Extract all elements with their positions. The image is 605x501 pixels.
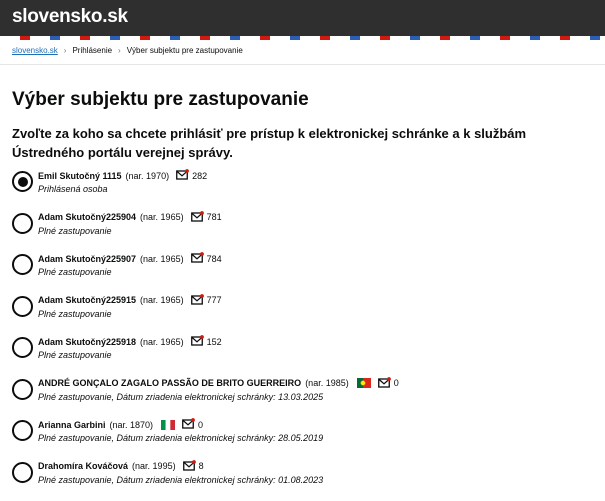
subject-detail: Prihlásená osoba bbox=[38, 184, 108, 194]
subject-detail: Plné zastupovanie, Dátum zriadenia elektronickej schránky: 01.08.2023 bbox=[38, 475, 323, 485]
subject-option[interactable] bbox=[12, 252, 602, 294]
subject-option[interactable] bbox=[12, 335, 602, 377]
subject-radio[interactable] bbox=[12, 171, 33, 192]
subject-detail: Plné zastupovanie bbox=[38, 350, 112, 360]
subject-name: Adam Skutočný225904 bbox=[38, 212, 136, 222]
breadcrumb-login: Prihlásenie bbox=[72, 46, 112, 55]
subject-name: Arianna Garbini bbox=[38, 420, 106, 430]
subject-detail: Plné zastupovanie bbox=[38, 267, 112, 277]
mailbox-count: 0 bbox=[394, 378, 399, 388]
subject-birth-year: (nar. 1985) bbox=[305, 378, 349, 388]
subject-heading bbox=[38, 460, 204, 473]
subject-heading bbox=[38, 294, 222, 307]
breadcrumb-home-link[interactable]: slovensko.sk bbox=[12, 46, 58, 55]
breadcrumb-divider bbox=[0, 64, 605, 65]
subject-name: Drahomíra Kováčová bbox=[38, 461, 128, 471]
breadcrumb-chevron-icon: › bbox=[118, 46, 121, 55]
subject-heading bbox=[38, 335, 222, 348]
breadcrumb-current: Výber subjektu pre zastupovanie bbox=[127, 46, 243, 55]
subject-radio[interactable] bbox=[12, 379, 33, 400]
subject-option[interactable] bbox=[12, 460, 602, 501]
breadcrumb bbox=[12, 46, 243, 55]
mailbox-indicator bbox=[191, 294, 222, 307]
subject-option[interactable] bbox=[12, 169, 602, 211]
page-lead: Zvoľte za koho sa chcete prihlásiť pre prístup k elektronickej schránke a k službám Ústredného portálu verejnej správy. bbox=[12, 124, 592, 162]
envelope-icon bbox=[191, 211, 204, 224]
subject-option[interactable] bbox=[12, 377, 602, 419]
subject-heading bbox=[38, 377, 399, 390]
envelope-icon bbox=[191, 335, 204, 348]
subject-radio[interactable] bbox=[12, 337, 33, 358]
mailbox-indicator bbox=[176, 169, 207, 182]
subject-detail: Plné zastupovanie, Dátum zriadenia elektronickej schránky: 28.05.2019 bbox=[38, 433, 323, 443]
subject-birth-year: (nar. 1965) bbox=[140, 295, 184, 305]
mailbox-count: 781 bbox=[207, 212, 222, 222]
subject-birth-year: (nar. 1965) bbox=[140, 254, 184, 264]
subject-heading bbox=[38, 418, 203, 431]
site-header bbox=[0, 0, 605, 36]
envelope-icon bbox=[378, 377, 391, 390]
mailbox-indicator bbox=[183, 460, 204, 473]
subject-birth-year: (nar. 1965) bbox=[140, 212, 184, 222]
subject-radio-list bbox=[12, 169, 602, 501]
subject-detail: Plné zastupovanie bbox=[38, 226, 112, 236]
header-stripe bbox=[0, 36, 605, 40]
breadcrumb-chevron-icon: › bbox=[64, 46, 67, 55]
subject-birth-year: (nar. 1965) bbox=[140, 337, 184, 347]
envelope-icon bbox=[191, 294, 204, 307]
site-logo[interactable]: slovensko.sk bbox=[12, 6, 128, 28]
subject-option[interactable] bbox=[12, 211, 602, 253]
mailbox-indicator bbox=[191, 211, 222, 224]
subject-name: Adam Skutočný225918 bbox=[38, 337, 136, 347]
subject-radio[interactable] bbox=[12, 254, 33, 275]
mailbox-count: 777 bbox=[207, 295, 222, 305]
subject-name: ANDRÉ GONÇALO ZAGALO PASSÃO DE BRITO GUERREIRO bbox=[38, 378, 301, 388]
subject-name: Adam Skutočný225915 bbox=[38, 295, 136, 305]
mailbox-indicator bbox=[191, 335, 222, 348]
subject-birth-year: (nar. 1870) bbox=[110, 420, 154, 430]
subject-birth-year: (nar. 1995) bbox=[132, 461, 176, 471]
page-title: Výber subjektu pre zastupovanie bbox=[12, 89, 309, 111]
subject-option[interactable] bbox=[12, 294, 602, 336]
subject-heading bbox=[38, 211, 222, 224]
mailbox-indicator bbox=[182, 418, 203, 431]
subject-birth-year: (nar. 1970) bbox=[126, 171, 170, 181]
mailbox-count: 8 bbox=[199, 461, 204, 471]
italy-flag-icon bbox=[161, 420, 175, 430]
envelope-icon bbox=[182, 418, 195, 431]
subject-radio[interactable] bbox=[12, 213, 33, 234]
envelope-icon bbox=[183, 460, 196, 473]
mailbox-indicator bbox=[378, 377, 399, 390]
mailbox-count: 152 bbox=[207, 337, 222, 347]
subject-radio[interactable] bbox=[12, 296, 33, 317]
subject-heading bbox=[38, 252, 222, 265]
subject-name: Adam Skutočný225907 bbox=[38, 254, 136, 264]
subject-detail: Plné zastupovanie bbox=[38, 309, 112, 319]
subject-radio[interactable] bbox=[12, 420, 33, 441]
subject-radio[interactable] bbox=[12, 462, 33, 483]
mailbox-indicator bbox=[191, 252, 222, 265]
subject-option[interactable] bbox=[12, 418, 602, 460]
mailbox-count: 0 bbox=[198, 420, 203, 430]
subject-name: Emil Skutočný 1115 bbox=[38, 171, 122, 181]
mailbox-count: 784 bbox=[207, 254, 222, 264]
subject-heading bbox=[38, 169, 207, 182]
subject-detail: Plné zastupovanie, Dátum zriadenia elektronickej schránky: 13.03.2025 bbox=[38, 392, 323, 402]
portugal-flag-icon bbox=[357, 378, 371, 388]
envelope-icon bbox=[191, 252, 204, 265]
mailbox-count: 282 bbox=[192, 171, 207, 181]
envelope-icon bbox=[176, 169, 189, 182]
